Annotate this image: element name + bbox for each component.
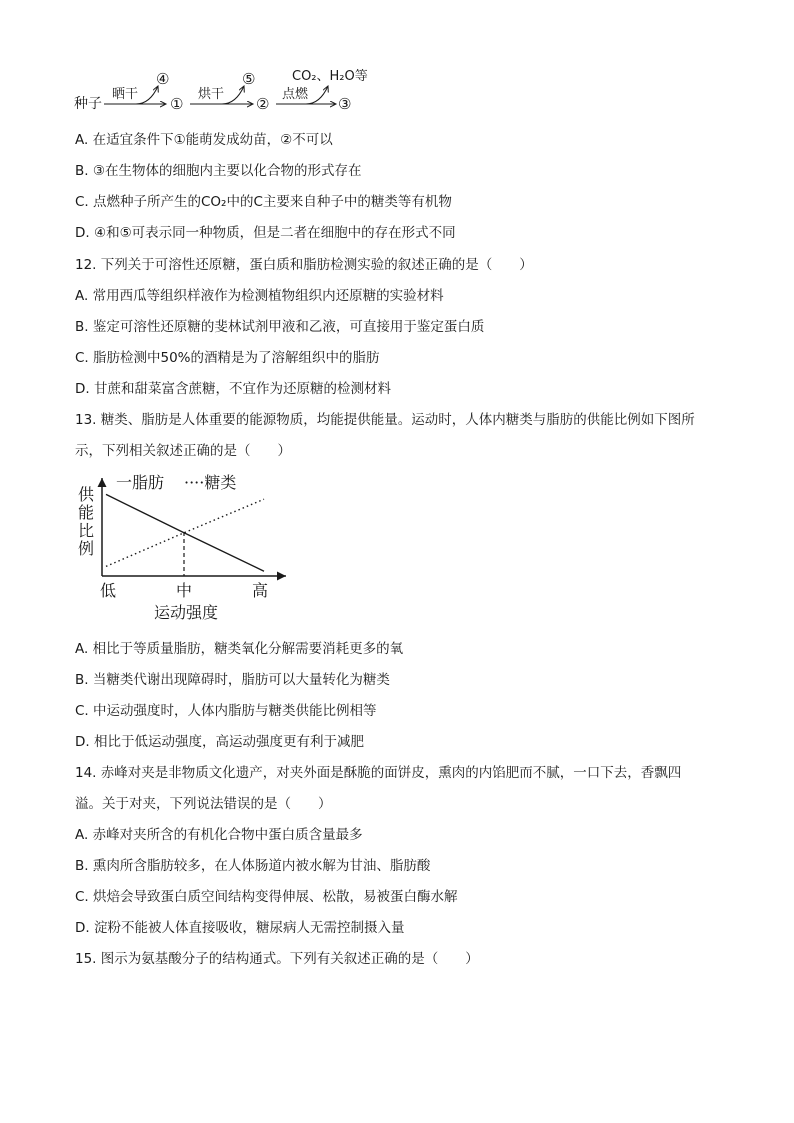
- q11-option-d: D. ④和⑤可表示同一种物质，但是二者在细胞中的存在形式不同: [75, 225, 456, 241]
- q14-stem-line1: 14. 赤峰对夹是非物质文化遗产，对夹外面是酥脆的面饼皮，熏肉的内馅肥而不腻，一口下去，香飘四: [75, 765, 682, 781]
- q15-stem: 15. 图示为氨基酸分子的结构通式。下列有关叙述正确的是（ ）: [75, 951, 479, 967]
- q13-stem-line1: 13. 糖类、脂肪是人体重要的能源物质，均能提供能量。运动时，人体内糖类与脂肪的供能比例如下图所: [75, 412, 695, 428]
- q12-option-c: C. 脂肪检测中50%的酒精是为了溶解组织中的脂肪: [75, 350, 380, 366]
- y-axis-label-4: 例: [78, 539, 95, 558]
- legend-sugar: ····糖类: [184, 473, 237, 492]
- energy-supply-chart: [72, 470, 302, 630]
- q12-option-d: D. 甘蔗和甜菜富含蔗糖，不宜作为还原糖的检测材料: [75, 381, 391, 397]
- flow-step2: 烘干: [198, 87, 225, 102]
- q11-option-c: C. 点燃种子所产生的CO₂中的C主要来自种子中的糖类等有机物: [75, 194, 452, 210]
- q13-stem-line2: 示，下列相关叙述正确的是（ ）: [75, 443, 291, 459]
- q13-option-b: B. 当糖类代谢出现障碍时，脂肪可以大量转化为糖类: [75, 672, 390, 688]
- flow-co2: CO₂、H₂O等: [292, 69, 368, 84]
- flow-step1: 晒干: [112, 87, 139, 102]
- q13-option-d: D. 相比于低运动强度，高运动强度更有利于减肥: [75, 734, 364, 750]
- q11-option-a: A. 在适宜条件下①能萌发成幼苗，②不可以: [75, 132, 333, 148]
- seed-flow-diagram: [70, 64, 410, 114]
- q12-option-b: B. 鉴定可溶性还原糖的斐林试剂甲液和乙液，可直接用于鉴定蛋白质: [75, 319, 485, 335]
- y-axis-label-2: 能: [78, 503, 95, 522]
- flow-start: 种子: [74, 96, 102, 112]
- q12-option-a: A. 常用西瓜等组织样液作为检测植物组织内还原糖的实验材料: [75, 288, 444, 304]
- flow-n4: ④: [156, 70, 170, 88]
- x-tick-low: 低: [100, 581, 117, 600]
- flow-n5: ⑤: [242, 70, 256, 88]
- flow-n2: ②: [256, 95, 270, 113]
- y-axis-label-3: 比: [78, 521, 95, 540]
- q14-option-c: C. 烘焙会导致蛋白质空间结构变得伸展、松散，易被蛋白酶水解: [75, 889, 458, 905]
- q14-option-b: B. 熏肉所含脂肪较多，在人体肠道内被水解为甘油、脂肪酸: [75, 858, 431, 874]
- x-tick-high: 高: [252, 581, 269, 600]
- q12-stem: 12. 下列关于可溶性还原糖，蛋白质和脂肪检测实验的叙述正确的是（ ）: [75, 257, 533, 273]
- flow-n1: ①: [170, 95, 184, 113]
- y-axis-label-1: 供: [78, 485, 95, 504]
- q13-option-a: A. 相比于等质量脂肪，糖类氧化分解需要消耗更多的氧: [75, 641, 404, 657]
- q13-option-c: C. 中运动强度时，人体内脂肪与糖类供能比例相等: [75, 703, 377, 719]
- x-tick-mid: 中: [176, 581, 193, 600]
- q11-option-b: B. ③在生物体的细胞内主要以化合物的形式存在: [75, 163, 362, 179]
- x-axis-label: 运动强度: [154, 603, 219, 622]
- flow-step3: 点燃: [282, 87, 309, 102]
- q14-option-d: D. 淀粉不能被人体直接吸收，糖尿病人无需控制摄入量: [75, 920, 405, 936]
- series-line-sugar: [106, 499, 264, 566]
- q14-stem-line2: 溢。关于对夹，下列说法错误的是（ ）: [75, 796, 332, 812]
- q14-option-a: A. 赤峰对夹所含的有机化合物中蛋白质含量最多: [75, 827, 363, 843]
- legend-fat: 一脂肪: [116, 473, 165, 492]
- flow-n3: ③: [338, 95, 352, 113]
